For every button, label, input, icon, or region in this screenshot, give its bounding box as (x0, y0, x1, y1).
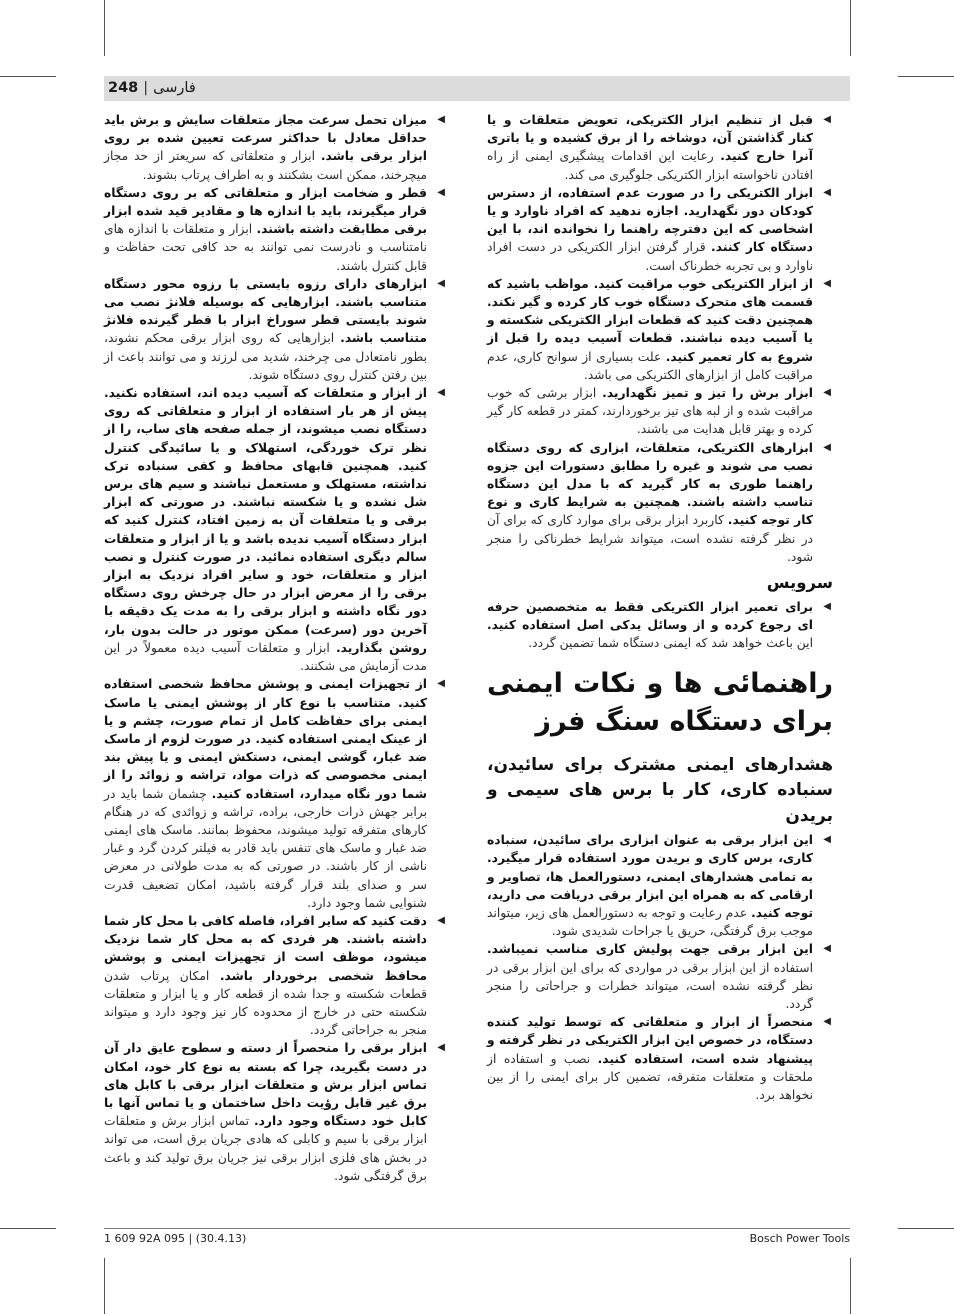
item-bold-text: از ابزار و متعلقات که آسیب دیده اند، استفاده نکنید. پیش از هر بار استفاده از ابزار و متعلقاتی که روی دستگاه نصب میشوند، از جمله صفحه های ساب، را از نظر ترک خوردگی، استهلاک و یا سائیدگی کنترل کنید. همچنین قابهای محافظ و کفی سنباده ترک نداشته، مستهلک و مستعمل نباشند و سیم های برس شل نشده و یا شکسته نباشند. در صورتی که ابزار برقی و یا متعلقات آن به زمین افتاد، کنترل کنید که ابزار دستگاه آسیب ندیده باشد و یا از ابزار و متعلقات سالم دیگری استفاده نمائید. در صورت کنترل و نصب ابزار و متعلقات، خود و سایر افراد نزدیک به ابزار برقی را از معرض ابزار در حال چرخش روی دستگاه دور نگاه داشته و ابزار برقی را به مدت یک دقیقه با آخرین دور (سرعت) ممکن موتور در حالت بدون بار، روشن بگذارید. (104, 386, 427, 655)
right-column (487, 111, 833, 1104)
item-normal-text: ابزارهایی که روی ابزار برقی محکم نشوند، بطور نامتعادل می چرخند، شدید می لرزند و می توانند باعث از بین رفتن کنترل روی دستگاه شوند. (104, 331, 427, 382)
item-bold-text: ابزارهای دارای رزوه بایستی با رزوه محور دستگاه متناسب باشند. ابزارهایی که بوسیله فلانژ نصب می شوند بایستی قطر سوراخ ابزار با قطر گیرنده فلانژ متناسب باشد. (104, 276, 427, 346)
list-item (487, 1013, 833, 1104)
left-column (104, 111, 447, 1185)
item-bold-text: از ابزار الکتریکی خوب مراقبت کنید. مواظب باشید که قسمت های متحرک دستگاه خوب کار کرده و گیر نکند. همچنین دقت کنید که قطعات ابزار الکتریکی شکسته و یا آسیب دیده نباشند. قطعات آسیب دیده را قبل از شروع به کار تعمیر کنید. (487, 276, 813, 364)
crop-mark (0, 76, 56, 77)
crop-mark (898, 76, 954, 77)
service-heading: سرویس (766, 573, 833, 593)
sub-title: هشدارهای ایمنی مشترک برای سائیدن، سنباده کاری، کار با برس های سیمی و بریدن (487, 754, 833, 826)
service-list (487, 598, 833, 653)
item-normal-text: کاربرد ابزار برقی برای موارد کاری که برای آن در نظر گرفته نشده است، میتواند شرایط خطرناکی را منجر شود. (487, 513, 813, 564)
item-bold-text: ابزارهای الکتریکی، متعلقات، ابزاری که روی دستگاه نصب می شوند و غیره را مطابق دستورات این جزوه راهنما طوری به کار گیرید که با مدل این دستگاه تناسب داشته باشند. همچنین به شرایط کاری و نوع کار توجه کنید. (487, 440, 813, 528)
bullet-triangle-icon: ◀ (437, 387, 445, 399)
item-normal-text: استفاده از این ابزار برقی در مواردی که برای این ابزار برقی در نظر گرفته نشده است، میتواند خطرات و جراحاتی را منجر گردد. (487, 960, 813, 1012)
bullet-triangle-icon: ◀ (823, 601, 831, 613)
crop-mark (104, 1258, 105, 1314)
bullet-triangle-icon: ◀ (823, 943, 831, 955)
item-normal-text: تماس ابزار برش و متعلقات ابزار برقی با سیم و کابلی که هادی جریان برق است، می تواند در بخش های فلزی ابزار برقی نیز جریان برق تولید کند و باعث برق گرفتگی شود. (104, 1114, 427, 1183)
item-normal-text: این باعث خواهد شد که ایمنی دستگاه شما تضمین گردد. (528, 636, 813, 651)
item-normal-text: نصب و استفاده از ملحقات و متعلقات متفرقه، تضمین کار برای ایمنی را از بین نخواهد برد. (487, 1051, 813, 1103)
crop-mark (0, 1228, 56, 1229)
item-normal-text: چشمان شما باید در برابر جهش ذرات خارجی، براده، تراشه و زوائدی که در هنگام کارهای متفرقه تولید میشوند، محفوظ بمانند. ماسک های ایمنی ضد غبار و ماسک های تنفس باید قادر به فیلتر کردن گرد و غبار ناشی از کار باشند. در صورتی که به مدت طولانی در معرض سر و صدای بلند قرار گرفته باشید، امکان تضعیف قدرت شنوایی شما وجود دارد. (104, 786, 427, 910)
item-normal-text: علت بسیاری از سوانح کاری، عدم مراقبت کامل از ابزارهای الکتریکی می باشد. (487, 349, 813, 382)
list-item (104, 275, 447, 384)
bullet-triangle-icon: ◀ (437, 277, 445, 289)
list-item (487, 598, 833, 653)
safety-list-general (487, 111, 833, 566)
page-header-label (108, 80, 196, 96)
bullet-triangle-icon: ◀ (437, 186, 445, 198)
item-bold-text: این ابزار برقی جهت پولیش کاری مناسب نمیباشد. (487, 942, 813, 957)
footer-rule (104, 1228, 850, 1229)
list-item (487, 940, 833, 1013)
item-bold-text: دقت کنید که سایر افراد، فاصله کافی با محل کار شما داشته باشند. هر فردی که به محل کار شما نزدیک میشود، موظف است از تجهیزات ایمنی و پوشش محافظ شخصی برخوردار باشد. (104, 913, 427, 983)
footer-doc-number: 1 609 92A 095 | (30.4.13) (104, 1232, 247, 1245)
bullet-triangle-icon: ◀ (823, 387, 831, 399)
bullet-triangle-icon: ◀ (437, 914, 445, 926)
item-bold-text: برای تعمیر ابزار الکتریکی فقط به متخصصین حرفه ای رجوع کرده و از وسائل یدکی اصل استفاده کنید. (487, 600, 813, 633)
page-number: 248 (108, 80, 139, 96)
item-normal-text: قرار گرفتن ابزار الکتریکی در دست افراد ناوارد و بی تجربه خطرناک است. (487, 240, 813, 273)
item-bold-text: قطر و ضخامت ابزار و متعلقاتی که بر روی دستگاه قرار میگیرند، باید با اندازه ها و مقادیر قید شده ابزار برقی مطابقت داشته باشند. (104, 185, 427, 237)
item-normal-text: امکان پرتاب شدن قطعات شکسته و جدا شده از قطعه کار و یا ابزار و متعلقات شکسته حتی در خارج از محدوده کار نیز وجود دارد و میتواند منجر به جراحاتی گردد. (104, 968, 427, 1038)
main-title: راهنمائی ها و نکات ایمنی برای دستگاه سنگ فرز (487, 667, 833, 737)
item-bold-text: میزان تحمل سرعت مجاز متعلقات سایش و برش باید حداقل معادل با حداکثر سرعت تعیین شده بر روی ابزار برقی باشد. (104, 113, 427, 164)
item-bold-text: ابزار برش را تیز و تمیز نگهدارید. (602, 386, 813, 401)
item-normal-text: ابزار و متعلقات با اندازه های نامتناسب و نادرست نمی توانند به حد کافی تحت حفاظت و قابل کنترل باشند. (104, 222, 427, 273)
crop-mark (850, 1258, 851, 1314)
bullet-triangle-icon: ◀ (823, 114, 831, 125)
bullet-triangle-icon: ◀ (437, 114, 445, 125)
item-bold-text: منحصراً از ابزار و متعلقاتی که توسط تولید کننده دستگاه، در خصوص این ابزار الکتریکی در نظر گرفته و پیشنهاد شده است، استفاده کنید. (487, 1015, 813, 1066)
item-normal-text: ابزار و متعلقاتی که سریعتر از حد مجاز میچرخند، ممکن است بشکنند و به اطراف پرتاب بشوند. (104, 149, 427, 182)
list-item (104, 384, 447, 675)
page-header-bar (104, 76, 850, 101)
list-item (104, 111, 447, 184)
list-item (104, 675, 447, 912)
bullet-triangle-icon: ◀ (437, 678, 445, 690)
item-bold-text: از تجهیزات ایمنی و پوشش محافظ شخصی استفاده کنید. متناسب با نوع کار از پوشش ایمنی یا ماسک ایمنی برای حفاظت کامل از تمام صورت، چشم و یا از عینک ایمنی استفاده کنید. در صورت لزوم از ماسک ضد غبار، گوشی ایمنی، دستکش ایمنی و یا پیش بند ایمنی مخصوصی که ذرات مواد، تراشه و زوائد را از شما دور نگاه میدارد، استفاده کنید. (104, 677, 427, 801)
item-bold-text: قبل از تنظیم ابزار الکتریکی، تعویض متعلقات و یا کنار گذاشتن آن، دوشاخه را از برق کشیده و یا باتری آنرا خارج کنید. (487, 113, 813, 164)
bullet-triangle-icon: ◀ (823, 1016, 831, 1028)
bullet-triangle-icon: ◀ (437, 1042, 445, 1054)
list-item (487, 184, 833, 275)
crop-mark (104, 0, 105, 56)
list-item (487, 439, 833, 566)
safety-list-accessories (104, 111, 447, 1185)
list-item (104, 912, 447, 1039)
item-normal-text: ابزار و متعلقات آسیب دیده معمولاً در این مدت آزمایش می شکنند. (104, 640, 427, 674)
list-item (487, 275, 833, 384)
list-item (487, 111, 833, 184)
header-language: فارسی (153, 80, 196, 96)
list-item (104, 1039, 447, 1185)
crop-mark (898, 1228, 954, 1229)
list-item (104, 184, 447, 275)
item-normal-text: رعایت این اقدامات پیشگیری ایمنی از راه افتادن ناخواسته ابزار الکتریکی جلوگیری می کند. (487, 149, 813, 182)
crop-mark (850, 0, 851, 56)
bullet-triangle-icon: ◀ (823, 186, 831, 198)
header-separator: | (143, 80, 149, 96)
item-normal-text: ابزار برشی که خوب مراقبت شده و از لبه های تیز برخوردارند، کمتر در قطعه کار گیر کرده و بهتر قابل هدایت می باشند. (487, 386, 813, 437)
list-item (487, 384, 833, 439)
safety-list-grinder (487, 831, 833, 1104)
footer-brand: Bosch Power Tools (749, 1232, 850, 1245)
bullet-triangle-icon: ◀ (823, 441, 831, 453)
item-normal-text: عدم رعایت و توجه به دستورالعمل های زیر، میتواند موجب برق گرفتگی، حریق یا جراحات شدیدی شود. (487, 906, 813, 939)
item-bold-text: ابزار برقی را منحصراً از دسته و سطوح عایق دار آن در دست بگیرید، چرا که بسته به نوع کار خود، امکان تماس ابزار برش و متعلقات ابزار برقی با کابل های برق غیر قابل رؤیت داخل ساختمان و یا تماس آنها با کابل خود دستگاه وجود دارد. (104, 1041, 427, 1129)
bullet-triangle-icon: ◀ (823, 834, 831, 846)
bullet-triangle-icon: ◀ (823, 277, 831, 289)
item-bold-text: ابزار الکتریکی را در صورت عدم استفاده، از دسترس کودکان دور نگهدارید. اجازه ندهید که افراد ناوارد و یا اشخاصی که این دفترچه راهنما را نخوانده اند، با این دستگاه کار کنند. (487, 185, 813, 255)
item-bold-text: این ابزار برقی به عنوان ابزاری برای سائیدن، سنباده کاری، برس کاری و بریدن مورد استفاده قرار میگیرد. به تمامی هشدارهای ایمنی، دستورالعمل ها، تصاویر و ارقامی که به همراه این ابزار برقی دریافت می دارید، توجه کنید. (487, 833, 813, 920)
list-item (487, 831, 833, 940)
